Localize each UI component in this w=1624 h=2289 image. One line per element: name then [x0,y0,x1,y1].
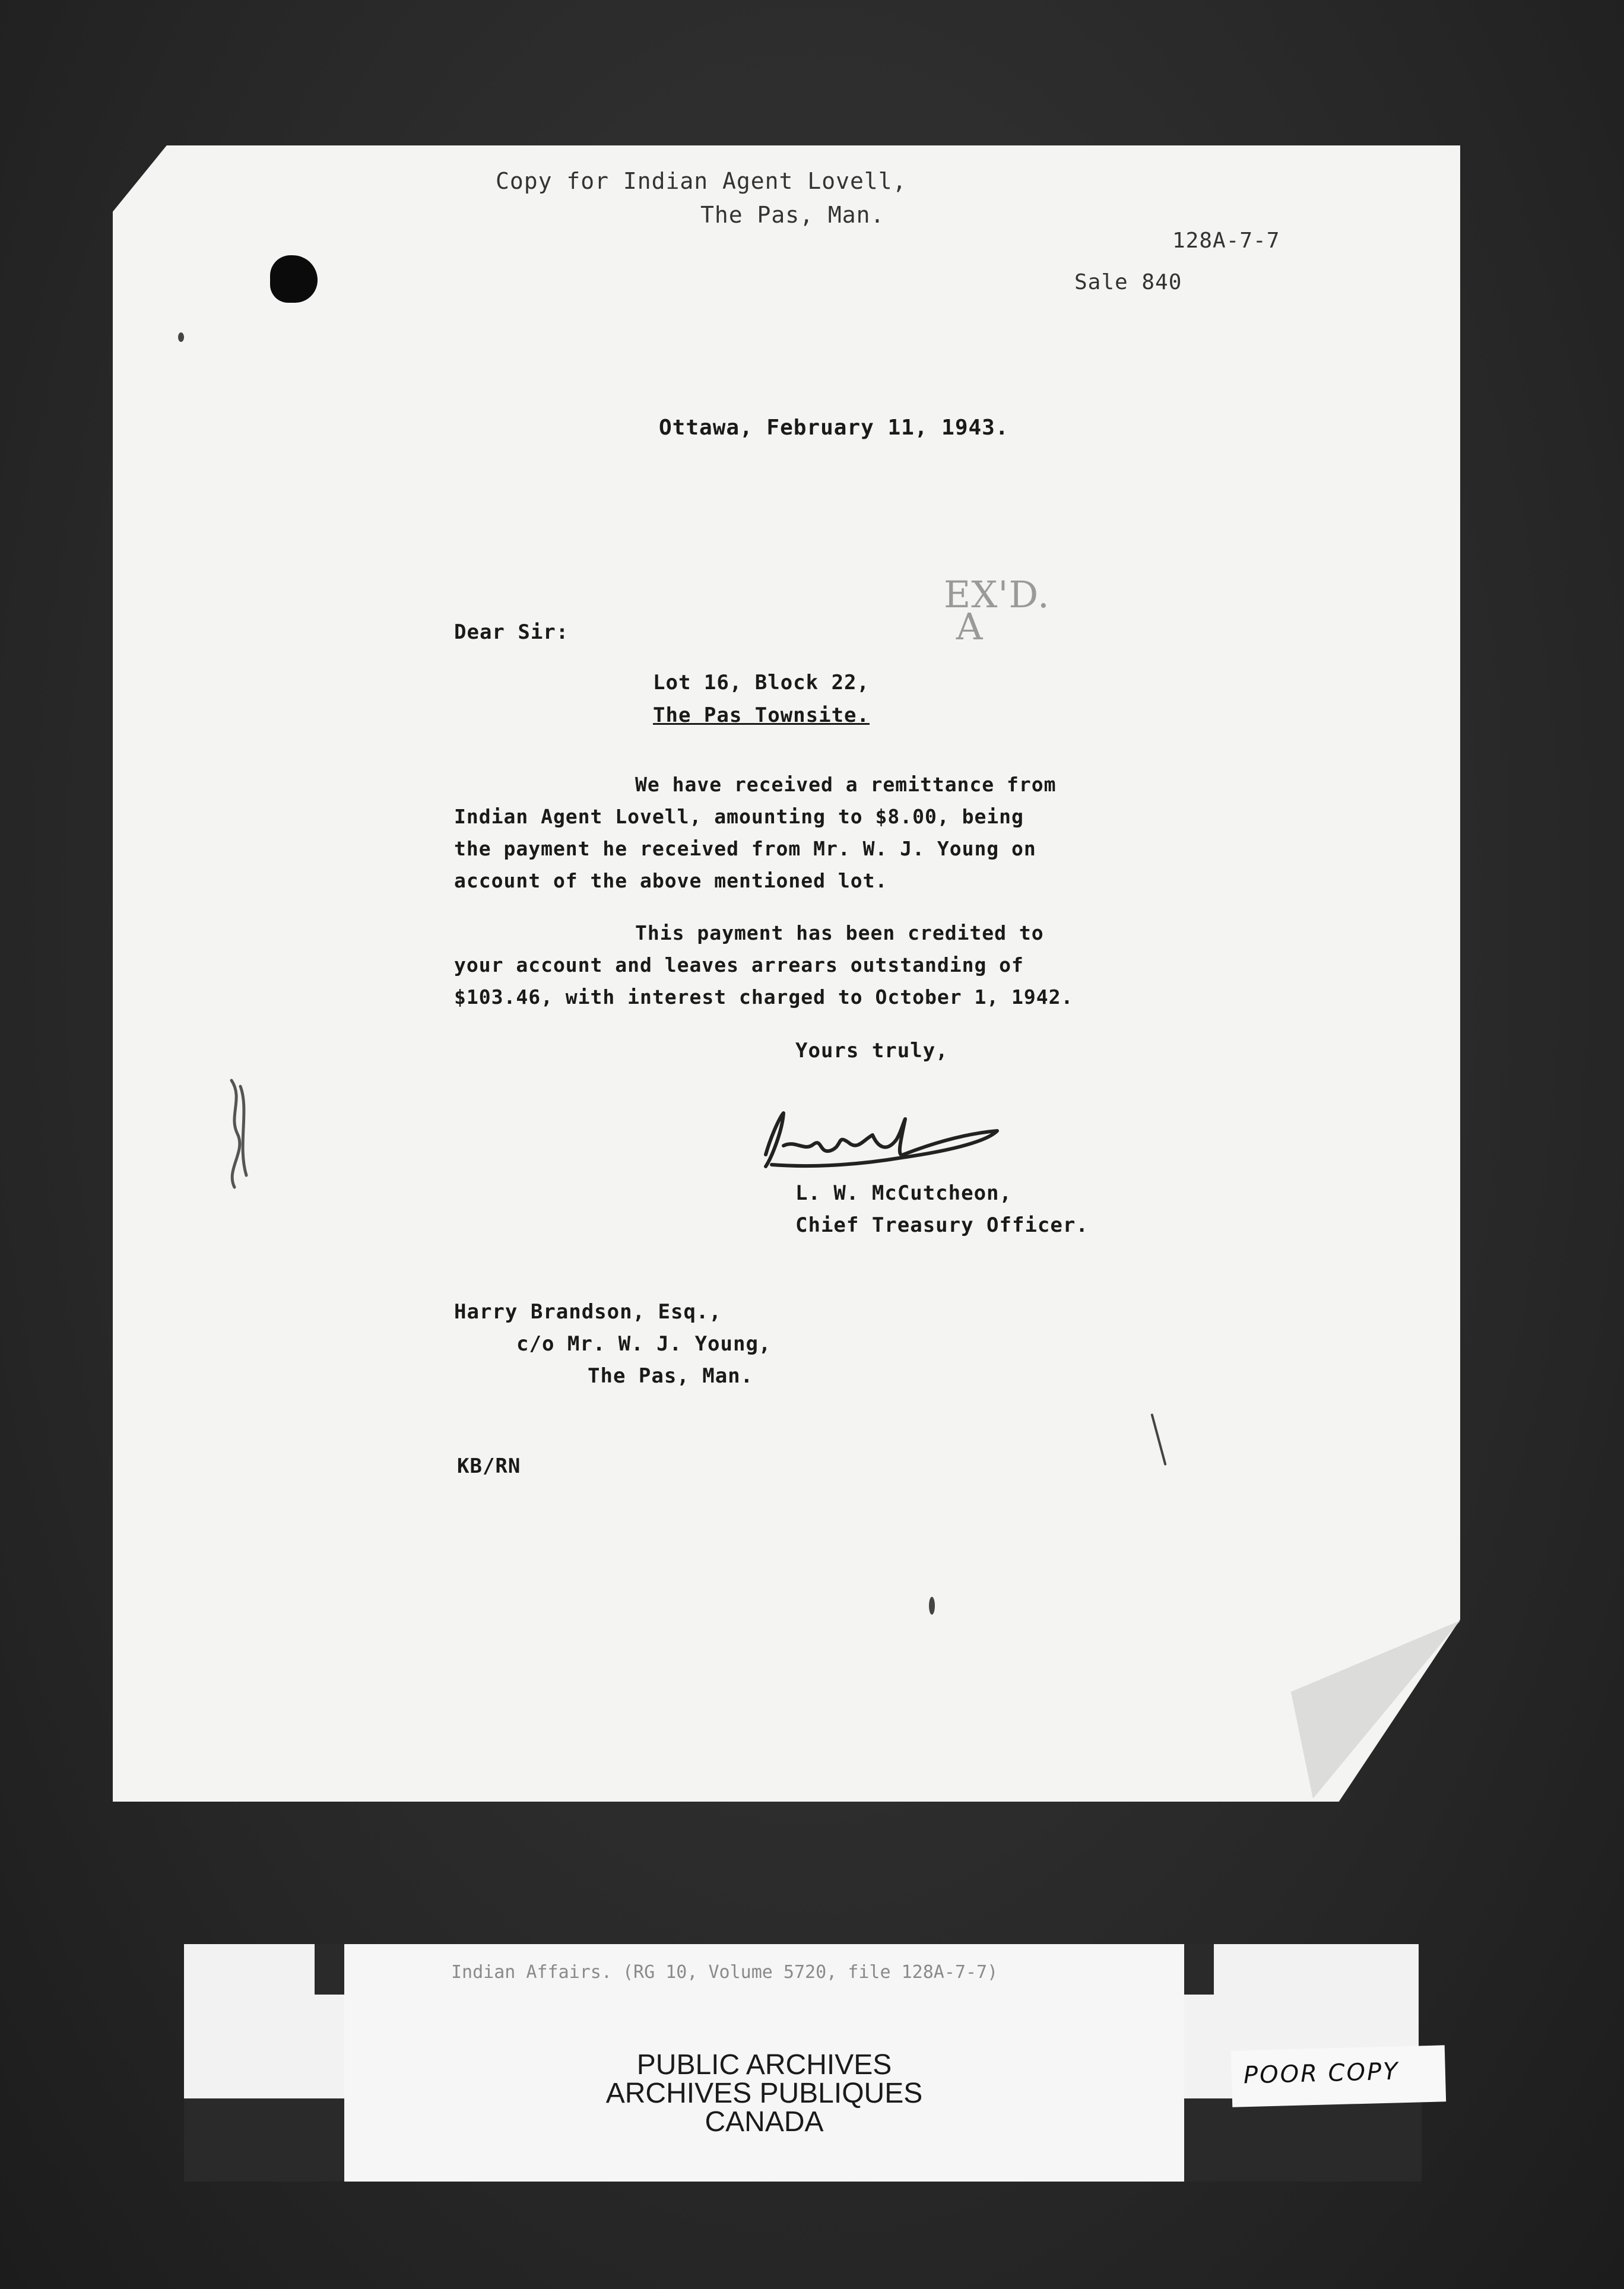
copy-place-line: The Pas, Man. [700,202,885,228]
letter-date: Ottawa, February 11, 1943. [659,416,1009,440]
poor-copy-note: POOR COPY [1243,2057,1400,2090]
archive-source: Indian Affairs. (RG 10, Volume 5720, file 128A-7-7) [451,1962,998,1983]
subject-line-2: The Pas Townsite. [653,703,870,727]
paragraph-1-line-3: the payment he received from Mr. W. J. Young on [454,837,1036,860]
handwritten-signature [748,1098,1009,1181]
paragraph-1-line-1: We have received a remittance from [635,773,1057,796]
salutation: Dear Sir: [454,620,569,644]
speck [178,332,184,342]
exd-stamp-text: EX'D. A [944,573,1050,648]
signer-name: L. W. McCutcheon, [795,1181,1012,1205]
signer-title: Chief Treasury Officer. [795,1213,1089,1237]
ink-blot [270,255,318,303]
speck [929,1597,935,1615]
label-cutout [1184,2098,1422,2182]
subject-line-1: Lot 16, Block 22, [653,671,870,695]
label-notch [315,1944,344,1995]
closing: Yours truly, [795,1039,949,1063]
paragraph-2-line-3: $103.46, with interest charged to October 1, 1942. [454,985,1074,1009]
paragraph-1-line-4: account of the above mentioned lot. [454,869,888,892]
address-line-3: The Pas, Man. [588,1364,754,1388]
paragraph-2-line-2: your account and leaves arrears outstanding of [454,953,1024,977]
archive-name-fr: ARCHIVES PUBLIQUES [605,2078,923,2109]
paragraph-1-line-2: Indian Agent Lovell, amounting to $8.00, being [454,805,1024,828]
copy-for-line: Copy for Indian Agent Lovell, [496,168,907,194]
pencil-mark [220,1074,261,1193]
label-notch [1184,1944,1214,1995]
exd-stamp [944,573,1050,648]
archive-name-en: PUBLIC ARCHIVES [636,2049,892,2081]
archive-country: CANADA [705,2106,824,2138]
label-cutout [184,2098,344,2182]
sale-reference: Sale 840 [1074,270,1182,294]
address-line-1: Harry Brandson, Esq., [454,1300,722,1324]
typist-initials: KB/RN [457,1454,521,1478]
address-line-2: c/o Mr. W. J. Young, [516,1332,772,1356]
file-reference: 128A-7-7 [1172,229,1280,253]
paragraph-2-line-1: This payment has been credited to [635,921,1044,944]
